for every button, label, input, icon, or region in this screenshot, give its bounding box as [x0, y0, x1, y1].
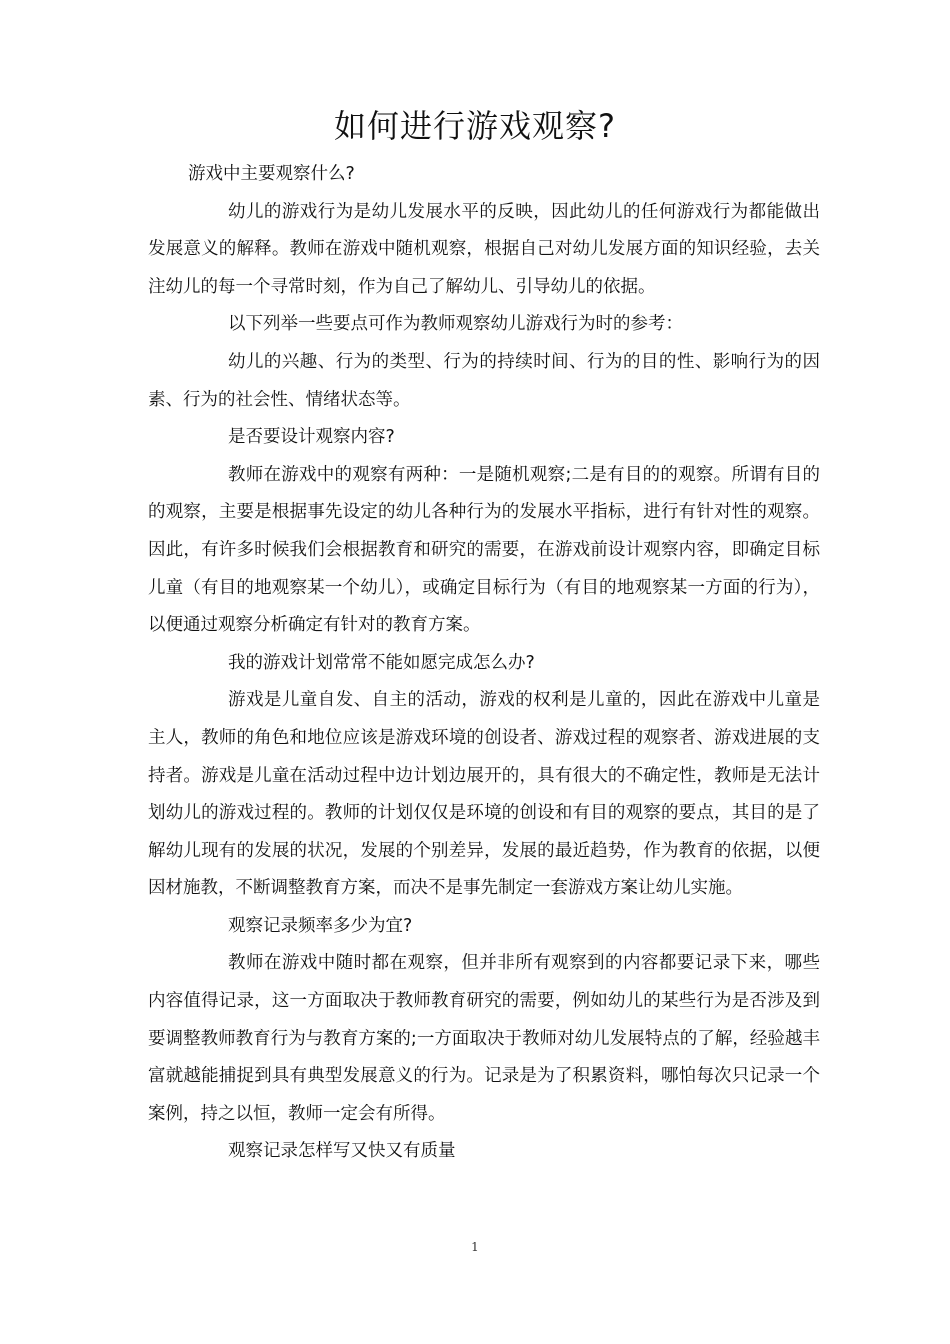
paragraph-children-are-masters: 游戏是儿童自发、自主的活动，游戏的权利是儿童的，因此在游戏中儿童是主人，教师的角色和地位应该是游戏环境的创设者、游戏过程的观察者、游戏进展的支持者。游戏是儿童在活动过程中边计划边展开的，具有很大的不确定性，教师是无法计划幼儿的游戏过程的。教师的计划仅仅是环境的创设和有目的观察的要点，其目的是了解幼儿现有的发展的状况，发展的个别差异，发展的最近趋势，作为教育的依据，以便因材施教，不断调整教育方案，而决不是事先制定一套游戏方案让幼儿实施。: [148, 690, 820, 899]
paragraph-what-to-record: 教师在游戏中随时都在观察，但并非所有观察到的内容都要记录下来，哪些内容值得记录，这一方面取决于教师教育研究的需要，例如幼儿的某些行为是否涉及到要调整教师教育行为与教育方案的;一方面取决于教师对幼儿发展特点的了解，经验越丰富就越能捕捉到具有典型发展意义的行为。记录是为了积累资料，哪怕每次只记录一个案例，持之以恒，教师一定会有所得。: [148, 953, 820, 1124]
heading-design-content: 是否要设计观察内容?: [228, 427, 395, 448]
document-title: 如何进行游戏观察?: [334, 107, 616, 145]
page-number: 1: [471, 1240, 479, 1254]
paragraph-observation-meaning: 幼儿的游戏行为是幼儿发展水平的反映，因此幼儿的任何游戏行为都能做出发展意义的解释。教师在游戏中随机观察，根据自己对幼儿发展方面的知识经验，去关注幼儿的每一个寻常时刻，作为自己了解幼儿、引导幼儿的依据。: [148, 201, 820, 297]
document-body: [148, 156, 820, 1171]
paragraph-observation-points: 幼儿的兴趣、行为的类型、行为的持续时间、行为的目的性、影响行为的因素、行为的社会性、情绪状态等。: [148, 351, 820, 410]
paragraph-two-kinds: 教师在游戏中的观察有两种：一是随机观察;二是有目的的观察。所谓有目的的观察，主要是根据事先设定的幼儿各种行为的发展水平指标，进行有针对性的观察。因此，有许多时候我们会根据教育和研究的需要，在游戏前设计观察内容，即确定目标儿童（有目的地观察某一个幼儿），或确定目标行为（有目的地观察某一方面的行为），以便通过观察分析确定有针对的教育方案。: [148, 464, 820, 636]
heading-what-to-observe: 游戏中主要观察什么?: [188, 164, 355, 184]
heading-plan-not-completed: 我的游戏计划常常不能如愿完成怎么办?: [228, 652, 535, 673]
heading-how-to-record: 观察记录怎样写又快又有质量: [228, 1141, 456, 1162]
paragraph-reference-intro: 以下列举一些要点可作为教师观察幼儿游戏行为时的参考：: [228, 314, 683, 335]
heading-record-frequency: 观察记录频率多少为宜?: [228, 915, 413, 936]
